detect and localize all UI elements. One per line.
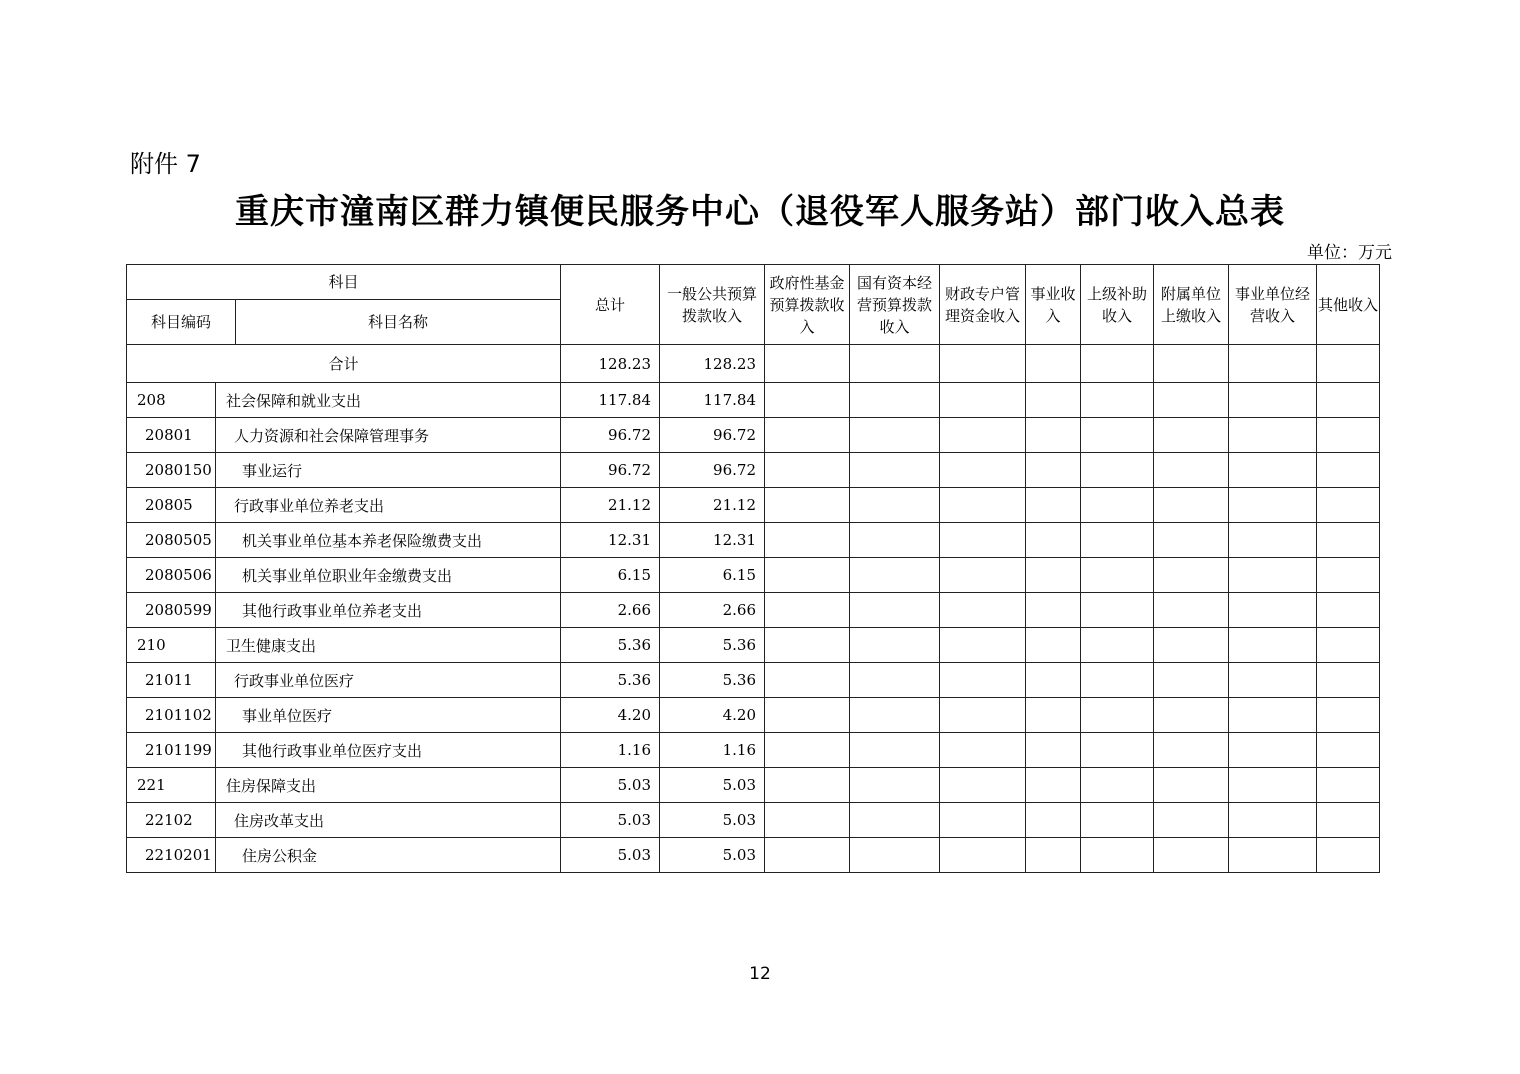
row-code: 22102 [127,803,216,838]
attachment-label: 附件 7 [130,150,201,178]
row-name: 行政事业单位医疗 [216,663,561,698]
row-general: 6.15 [660,558,765,593]
row-general: 117.84 [660,383,765,418]
table-row [127,803,1380,838]
row-name: 住房公积金 [216,838,561,873]
header-gov-fund: 政府性基金预算拨款收入 [765,265,850,345]
table-row [127,698,1380,733]
header-superior-subsidy: 上级补助收入 [1081,265,1154,345]
header-fiscal-special: 财政专户管理资金收入 [940,265,1026,345]
total-row [127,345,1380,383]
row-general: 1.16 [660,733,765,768]
row-total: 5.36 [561,628,660,663]
row-total: 2.66 [561,593,660,628]
table-row [127,628,1380,663]
row-name: 其他行政事业单位医疗支出 [216,733,561,768]
row-name: 社会保障和就业支出 [216,383,561,418]
total-label: 合计 [127,345,561,383]
row-name: 卫生健康支出 [216,628,561,663]
header-state-capital: 国有资本经营预算拨款收入 [850,265,940,345]
row-name: 住房保障支出 [216,768,561,803]
row-code: 208 [127,383,216,418]
row-general: 96.72 [660,453,765,488]
row-name: 事业单位医疗 [216,698,561,733]
table-row [127,593,1380,628]
revenue-table [126,264,1380,873]
row-code: 2080506 [127,558,216,593]
row-general: 5.36 [660,663,765,698]
header-general-budget: 一般公共预算拨款收入 [660,265,765,345]
row-general: 96.72 [660,418,765,453]
row-total: 5.36 [561,663,660,698]
header-operating: 事业单位经营收入 [1229,265,1317,345]
table-row [127,523,1380,558]
row-code: 21011 [127,663,216,698]
row-total: 96.72 [561,453,660,488]
table-row [127,558,1380,593]
row-name: 事业运行 [216,453,561,488]
row-code: 2101102 [127,698,216,733]
header-total: 总计 [561,265,660,345]
table-row [127,418,1380,453]
row-general: 5.03 [660,803,765,838]
header-subject: 科目 [127,265,561,300]
row-name: 住房改革支出 [216,803,561,838]
row-total: 5.03 [561,838,660,873]
table-row [127,838,1380,873]
row-total: 1.16 [561,733,660,768]
row-general: 4.20 [660,698,765,733]
row-code: 2080505 [127,523,216,558]
row-name: 其他行政事业单位养老支出 [216,593,561,628]
row-code: 2080150 [127,453,216,488]
table-row [127,488,1380,523]
row-general: 5.03 [660,768,765,803]
page-number: 12 [749,964,771,984]
unit-label: 单位：万元 [1307,243,1392,263]
table-row [127,453,1380,488]
total-amount: 128.23 [561,345,660,383]
table-row [127,733,1380,768]
row-total: 12.31 [561,523,660,558]
row-total: 117.84 [561,383,660,418]
row-code: 20801 [127,418,216,453]
document-title: 重庆市潼南区群力镇便民服务中心（退役军人服务站）部门收入总表 [235,192,1285,232]
total-general-amount: 128.23 [660,345,765,383]
row-code: 2101199 [127,733,216,768]
row-code: 2210201 [127,838,216,873]
row-name: 人力资源和社会保障管理事务 [216,418,561,453]
row-general: 5.03 [660,838,765,873]
row-total: 5.03 [561,768,660,803]
row-code: 210 [127,628,216,663]
row-name: 机关事业单位职业年金缴费支出 [216,558,561,593]
table-row [127,663,1380,698]
row-total: 96.72 [561,418,660,453]
header-subject-name: 科目名称 [236,300,561,345]
row-code: 221 [127,768,216,803]
row-total: 5.03 [561,803,660,838]
header-subject-code: 科目编码 [127,300,236,345]
row-total: 21.12 [561,488,660,523]
header-other: 其他收入 [1317,265,1380,345]
row-total: 6.15 [561,558,660,593]
row-name: 机关事业单位基本养老保险缴费支出 [216,523,561,558]
row-general: 2.66 [660,593,765,628]
row-code: 20805 [127,488,216,523]
header-business: 事业收入 [1026,265,1081,345]
row-name: 行政事业单位养老支出 [216,488,561,523]
table-row [127,768,1380,803]
row-total: 4.20 [561,698,660,733]
header-affiliated: 附属单位上缴收入 [1154,265,1229,345]
row-general: 12.31 [660,523,765,558]
row-general: 21.12 [660,488,765,523]
row-code: 2080599 [127,593,216,628]
table-row [127,383,1380,418]
row-general: 5.36 [660,628,765,663]
